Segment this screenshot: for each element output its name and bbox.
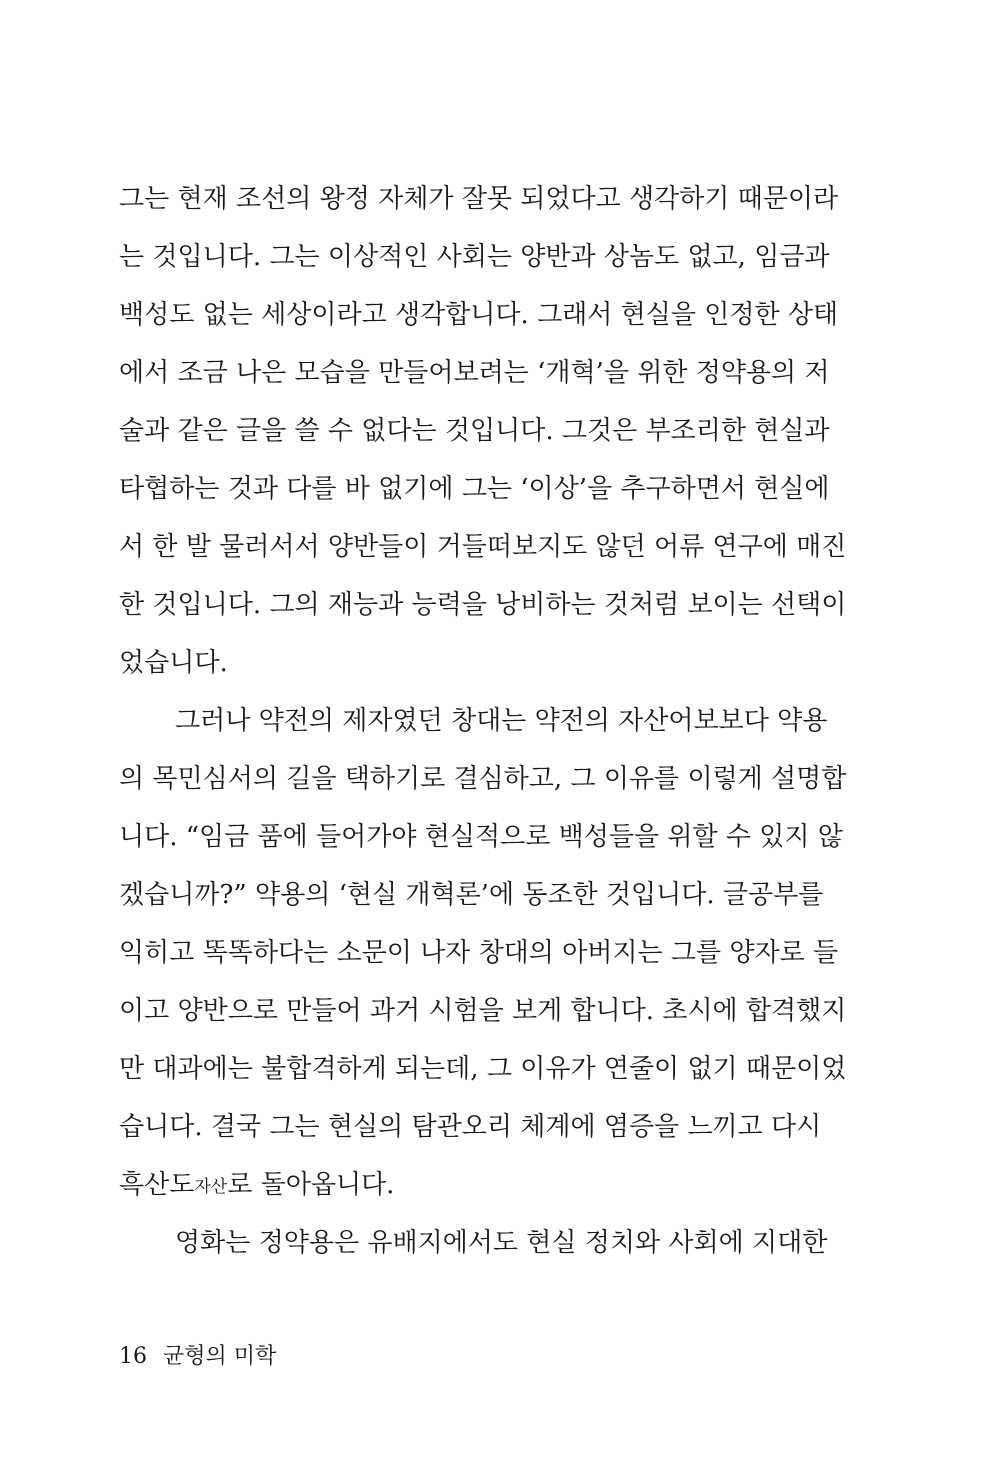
text-line: 영화는 정약용은 유배지에서도 현실 정치와 사회에 지대한	[175, 1228, 828, 1258]
page-number: 16	[119, 1344, 147, 1369]
text-line: 타협하는 것과 다를 바 없기에 그는 ‘이상’을 추구하면서 현실에	[119, 474, 830, 504]
text-line: 서 한 발 물러서서 양반들이 거들떠보지도 않던 어류 연구에 매진	[119, 532, 847, 562]
text-line: 겠습니까?” 약용의 ‘현실 개혁론’에 동조한 것입니다. 글공부를	[119, 880, 824, 910]
text-line: 그는 현재 조선의 왕정 자체가 잘못 되었다고 생각하기 때문이라	[119, 184, 839, 214]
page-footer	[119, 1339, 276, 1375]
text-line: 의 목민심서의 길을 택하기로 결심하고, 그 이유를 이렇게 설명합	[119, 764, 847, 794]
text-line: 술과 같은 글을 쓸 수 없다는 것입니다. 그것은 부조리한 현실과	[119, 416, 830, 446]
text-line	[119, 1156, 819, 1214]
body-text	[119, 170, 847, 1272]
text-line: 만 대과에는 불합격하게 되는데, 그 이유가 연줄이 없기 때문이었	[119, 1054, 847, 1084]
text-line: 이고 양반으로 만들어 과거 시험을 보게 합니다. 초시에 합격했지	[119, 996, 847, 1026]
text-line: 에서 조금 나은 모습을 만들어보려는 ‘개혁’을 위한 정약용의 저	[119, 358, 830, 388]
text-line: 익히고 똑똑하다는 소문이 나자 창대의 아버지는 그를 양자로 들	[119, 938, 839, 968]
text-line: 니다. “임금 품에 들어가야 현실적으로 백성들을 위할 수 있지 않	[119, 822, 843, 852]
text-line: 는 것입니다. 그는 이상적인 사회는 양반과 상놈도 없고, 임금과	[119, 242, 830, 272]
book-title: 균형의 미학	[163, 1344, 277, 1369]
text-fragment: 흑산도	[119, 1170, 195, 1200]
text-line: 었습니다.	[119, 648, 228, 678]
text-line: 그러나 약전의 제자였던 창대는 약전의 자산어보보다 약용	[175, 706, 828, 736]
text-line: 한 것입니다. 그의 재능과 능력을 낭비하는 것처럼 보이는 선택이	[119, 590, 847, 620]
text-line: 습니다. 결국 그는 현실의 탐관오리 체계에 염증을 느끼고 다시	[119, 1112, 822, 1142]
text-fragment: 로 돌아옵니다.	[227, 1170, 395, 1200]
inline-annotation: 자산	[194, 1177, 228, 1197]
text-line: 백성도 없는 세상이라고 생각합니다. 그래서 현실을 인정한 상태	[119, 300, 839, 330]
